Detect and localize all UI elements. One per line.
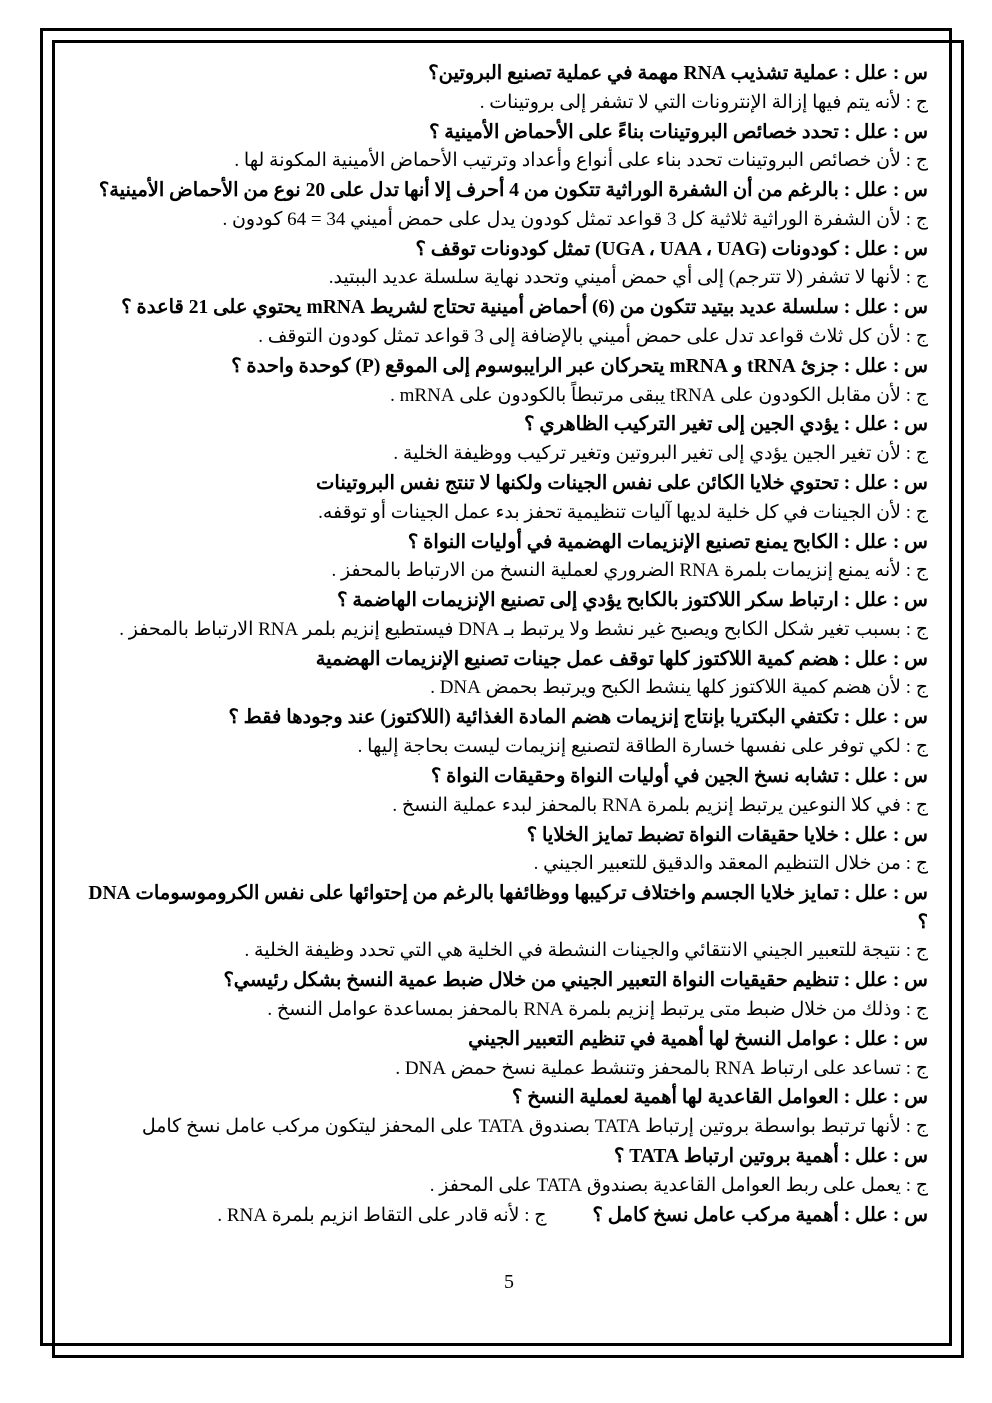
answer-line: ج : لأن مقابل الكودون على tRNA يبقى مرتبطاً بالكودون على mRNA . — [390, 384, 928, 406]
answer-line: ج : وذلك من خلال ضبط متى يرتبط إنزيم بلمرة RNA بالمحفز بمساعدة عوامل النسخ . — [267, 998, 928, 1020]
qa-item — [84, 294, 928, 351]
question-line: س : علل : جزئ tRNA و mRNA يتحركان عبر الرايبوسوم إلى الموقع (P) كوحدة واحدة ؟ — [231, 355, 928, 377]
answer-line: ج : لأن هضم كمية اللاكتوز كلها ينشط الكبح ويرتبط بحمض DNA . — [430, 677, 928, 699]
question-line: س : علل : عملية تشذيب RNA مهمة في عملية تصنيع البروتين؟ — [428, 63, 928, 84]
question-line: س : علل : تكتفي البكتريا بإنتاج إنزيمات هضم المادة الغذائية (اللاكتوز) عند وجودها فقط ؟ — [228, 707, 928, 729]
question-line: س : علل : العوامل القاعدية لها أهمية لعملية النسخ ؟ — [512, 1087, 928, 1109]
question-line: س : علل : خلايا حقيقات النواة تضبط تمايز الخلايا ؟ — [526, 824, 928, 846]
question-line: س : علل : سلسلة عديد بيتيد تتكون من (6) أحماض أمينية تحتاج لشريط mRNA يحتوي على 21 قاعدة ؟ — [121, 297, 928, 319]
document-body — [66, 52, 952, 1312]
question-line: س : علل : تنظيم حقيقيات النواة التعبير الجيني من خلال ضبط عمية النسخ بشكل رئيسي؟ — [223, 970, 928, 992]
question-line: س : علل : هضم كمية اللاكتوز كلها توقف عمل جينات تصنيع الإنزيمات الهضمية — [315, 648, 928, 670]
answer-line: ج : لأن الجينات في كل خلية لديها آليات تنظيمية تحفز بدء عمل الجينات أو توقفه. — [318, 501, 928, 523]
question-line: س : علل : الكابح يمنع تصنيع الإنزيمات الهضمية في أوليات النواة ؟ — [407, 531, 928, 553]
question-line: س : علل : تحدد خصائص البروتينات بناءً على الأحماض الأمينية ؟ — [429, 121, 928, 143]
answer-line: ج : تساعد على ارتباط RNA بالمحفز وتنشط عملية نسخ حمض DNA . — [395, 1057, 928, 1079]
answer-line: ج : لأن كل ثلاث قواعد تدل على حمض أميني بالإضافة إلى 3 قواعد تمثل كودون التوقف . — [258, 325, 928, 347]
answer-line: ج : من خلال التنظيم المعقد والدقيق للتعبير الجيني . — [533, 853, 928, 875]
answer-line: ج : لأنه يتم فيها إزالة الإنترونات التي لا تشفر إلى بروتينات . — [479, 91, 928, 113]
qa-item — [84, 822, 928, 879]
qa-item — [84, 119, 928, 176]
answer-line: ج : لأن تغير الجين يؤدي إلى تغير البروتين وتغير تركيب ووظيفة الخلية . — [393, 443, 928, 465]
qa-item — [84, 177, 928, 234]
question-line: س : علل : تشابه نسخ الجين في أوليات النواة وحقيقات النواة ؟ — [430, 765, 928, 787]
qa-item — [84, 763, 928, 820]
question-line: س : علل : تمايز خلايا الجسم واختلاف تركيبها ووظائفها بالرغم من إحتوائها على نفس الكروموسومات DNA ؟ — [88, 883, 928, 933]
qa-item — [84, 529, 928, 586]
answer-line: ج : لأنه قادر على التقاط انزيم بلمرة RNA . — [217, 1204, 547, 1226]
qa-item — [84, 60, 928, 117]
qa-list — [84, 60, 928, 1232]
qa-item — [84, 1026, 928, 1083]
qa-item — [84, 1143, 928, 1200]
answer-line: ج : لأن خصائص البروتينات تحدد بناء على أنواع وأعداد وترتيب الأحماض الأمينية المكونة لها . — [234, 150, 928, 172]
question-line: س : علل : كودونات (UGA ، UAA ، UAG) تمثل كودونات توقف ؟ — [415, 238, 928, 260]
qa-item — [84, 1084, 928, 1141]
question-line: س : علل : تحتوي خلايا الكائن على نفس الجينات ولكنها لا تنتج نفس البروتينات — [316, 473, 928, 495]
page-number: 5 — [504, 1271, 514, 1293]
qa-item — [84, 704, 928, 761]
qa-item — [84, 587, 928, 644]
question-line: س : علل : ارتباط سكر اللاكتوز بالكابح يؤدي إلى تصنيع الإنزيمات الهاضمة ؟ — [337, 590, 928, 612]
answer-line: ج : لأن الشفرة الوراثية ثلاثية كل 3 قواعد تمثل كودون يدل على حمض أميني 34 = 64 كودون . — [222, 208, 928, 230]
question-line: س : علل : يؤدي الجين إلى تغير التركيب الظاهري ؟ — [524, 414, 928, 436]
answer-line: ج : لأنها لا تشفر (لا تترجم) إلى أي حمض أميني وتحدد نهاية سلسلة عديد الببتيد. — [328, 267, 928, 289]
qa-item — [84, 646, 928, 703]
question-line: س : علل : أهمية مركب عامل نسخ كامل ؟ — [592, 1204, 928, 1226]
qa-item — [84, 411, 928, 468]
answer-line: ج : يعمل على ربط العوامل القاعدية بصندوق TATA على المحفز . — [429, 1174, 928, 1196]
qa-item — [84, 470, 928, 527]
qa-item-inline — [84, 1202, 928, 1232]
qa-item — [84, 880, 928, 965]
question-line: س : علل : بالرغم من أن الشفرة الوراثية تتكون من 4 أحرف إلا أنها تدل على 20 نوع من الأحماض الأمينية؟ — [98, 180, 928, 202]
qa-item — [84, 967, 928, 1024]
answer-line: ج : في كلا النوعين يرتبط إنزيم بلمرة RNA بالمحفز لبدء عملية النسخ . — [392, 794, 928, 816]
answer-line: ج : لأنه يمنع إنزيمات بلمرة RNA الضروري لعملية النسخ من الارتباط بالمحفز . — [331, 560, 928, 582]
answer-line: ج : بسبب تغير شكل الكابح ويصبح غير نشط ولا يرتبط بـ DNA فيستطيع إنزيم بلمر RNA الارتباط بالمحفز . — [119, 618, 928, 640]
answer-line: ج : نتيجة للتعبير الجيني الانتقائي والجينات النشطة في الخلية هي التي تحدد وظيفة الخلية . — [244, 940, 928, 962]
answer-line: ج : لأنها ترتبط بواسطة بروتين إرتباط TATA بصندوق TATA على المحفز ليتكون مركب عامل نسخ كامل — [141, 1116, 928, 1138]
question-line: س : علل : أهمية بروتين ارتباط TATA ؟ — [613, 1146, 928, 1168]
qa-item — [84, 353, 928, 410]
question-line: س : علل : عوامل النسخ لها أهمية في تنظيم التعبير الجيني — [468, 1028, 928, 1050]
answer-line: ج : لكي توفر على نفسها خسارة الطاقة لتصنيع إنزيمات ليست بحاجة إليها . — [357, 736, 928, 758]
qa-item — [84, 236, 928, 293]
